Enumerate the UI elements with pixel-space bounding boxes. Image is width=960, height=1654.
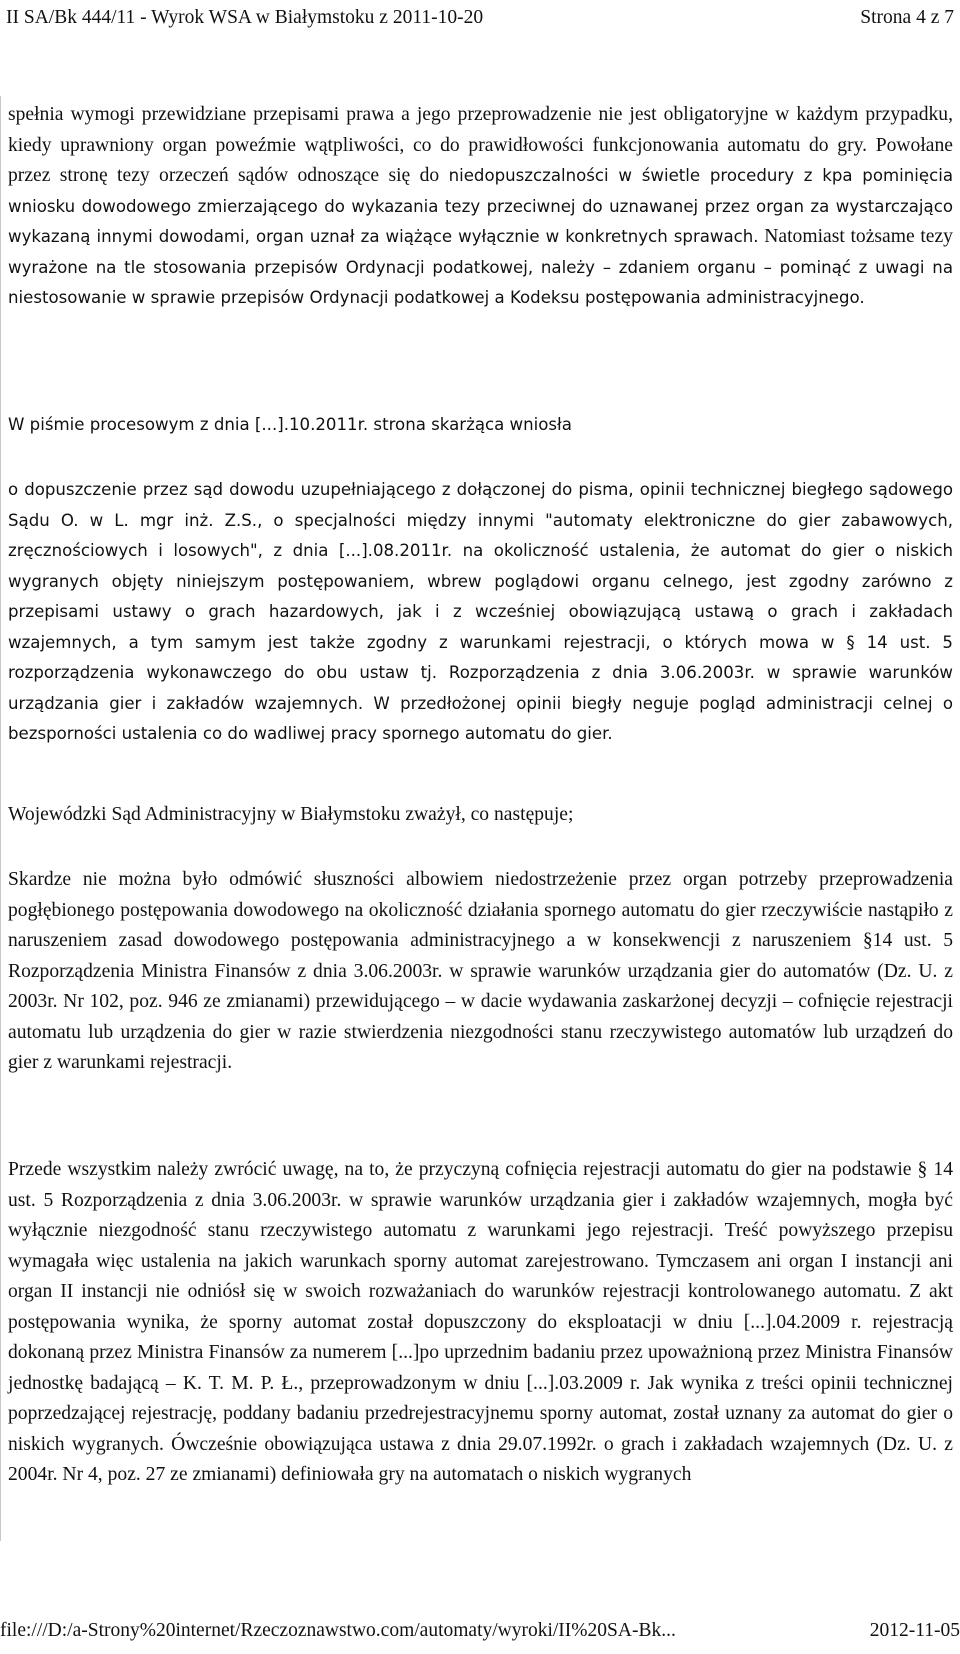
document-body [0,96,954,1541]
paragraph-court-considered: Wojewódzki Sąd Administracyjny w Białymstoku zważył, co następuje; [8,804,574,825]
paragraph-segment-sans: niedopuszczalności w świetle procedury z kpa pominięcia wniosku dowodowego zmierzającego do wykazania tezy przeciwnej do uznawanej przez organ za wystarczająco wykazaną innymi dowodami, organ uznał za wiążące wyłącznie w konkretnych sprawach. [8,166,954,246]
footer-file-path: file:///D:/a-Strony%20internet/Rzeczoznawstwo.com/automaty/wyroki/II%20SA-Bk... [0,1620,676,1641]
footer-print-date: 2012-11-05 [869,1620,960,1641]
header-document-title: II SA/Bk 444/11 - Wyrok WSA w Białymstoku z 2011-10-20 [6,7,484,28]
paragraph-complaint-justified: Skardze nie można było odmówić słuszności albowiem niedostrzeżenie przez organ potrzeby przeprowadzenia pogłębionego postępowania dowodowego na okoliczność działania spornego automatu do gier rzeczywiście nastąpiło z naruszeniem zasad dowodowego postępowania administracyjnego a w konsekwencji z naruszeniem §14 ust. 5 Rozporządzenia Ministra Finansów z dnia 3.06.2003r. w sprawie warunków urządzania gier do automatów (Dz. U. z 2003r. Nr 102, poz. 946 ze zmianami) przewidującego – w dacie wydawania zaskarżonej decyzji – cofnięcie rejestracji automatu lub urządzenia do gier w razie stwierdzenia niezgodności stanu rzeczywistego automatów lub urządzeń do gier z warunkami rejestracji. [8,869,953,1073]
page-footer [0,1619,960,1643]
paragraph-registration-conditions: Przede wszystkim należy zwrócić uwagę, na to, że przyczyną cofnięcia rejestracji automatu do gier na podstawie § 14 ust. 5 Rozporządzenia z dnia 3.06.2003r. w sprawie warunków urządzania gier i zakładów wzajemnych, mogła być wyłącznie niezgodność stanu rzeczywistego automatu z warunkami jego rejestracji. Treść powyższego przepisu wymagała więc ustalenia na jakich warunkach sporny automat zarejestrowano. Tymczasem ani organ I instancji ani organ II instancji nie odniósł się w swoich rozważaniach do warunków rejestracji kontrolowanego automatu. Z akt postępowania wynika, że sporny automat został dopuszczony do eksploatacji w dniu [...].04.2009 r. rejestracją dokonaną przez Ministra Finansów za numerem [...]po uprzednim badaniu przez upoważnioną przez Ministra Finansów jednostkę badającą – K. T. M. P. Ł., przeprowadzonym w dniu [...].03.2009 r. Jak wynika z treści opinii technicznej poprzedzającej rejestrację, poddany badaniu przedrejestracyjnemu sporny automat, został uznany za automat do gier o niskich wygranych. Ówcześnie obowiązująca ustawa z dnia 29.07.1992r. o grach i zakładach wzajemnych (Dz. U. z 2004r. Nr 4, poz. 27 ze zmianami) definiowała gry na automatach o niskich wygranych [8,1159,953,1485]
paragraph-procedural-letter: W piśmie procesowym z dnia [...].10.2011r. strona skarżąca wniosła [8,415,572,434]
page-header [6,6,954,30]
paragraph-evidence-request: o dopuszczenie przez sąd dowodu uzupełniającego z dołączonej do pisma, opinii technicznej biegłego sądowego Sądu O. w L. mgr inż. Z.S., o specjalności między innymi "automaty elektroniczne do gier zabawowych, zręcznościowych i losowych", z dnia [...].08.2011r. na okoliczność ustalenia, że automat do gier o niskich wygranych objęty niniejszym postępowaniem, wbrew poglądowi organu celnego, jest zgodny zarówno z przepisami ustawy o grach hazardowych, jak i z wcześniej obowiązującą ustawą o grach i zakładach wzajemnych, a tym samym jest także zgodny z warunkami rejestracji, o których mowa w § 14 ust. 5 rozporządzenia wykonawczego do obu ustaw tj. Rozporządzenia z dnia 3.06.2003r. w sprawie warunków urządzania gier i zakładów wzajemnych. W przedłożonej opinii biegły neguje pogląd administracji celnej o bezsporności ustalenia co do wadliwej pracy spornego automatu do gier. [8,480,953,743]
paragraph-segment: Natomiast tożsame tezy [758,226,953,247]
paragraph-segment: spełnia wymogi przewidziane przepisami prawa a jego przeprowadzenie nie jest obligatoryjne w każdym przypadku, kiedy uprawniony organ poweźmie wątpliwości, co do prawidłowości funkcjonowania automatu do gry. Powołane przez stronę tezy orzeczeń sądów odnoszące się do [8,104,953,186]
paragraph-segment-sans: wyrażone na tle stosowania przepisów Ordynacji podatkowej, należy – zdaniem organu – pominąć z uwagi na niestosowanie w sprawie przepisów Ordynacji podatkowej a Kodeksu postępowania administracyjnego. [8,257,953,307]
paragraph-opinion-evidence [8,100,953,314]
header-page-number: Strona 4 z 7 [860,7,954,28]
